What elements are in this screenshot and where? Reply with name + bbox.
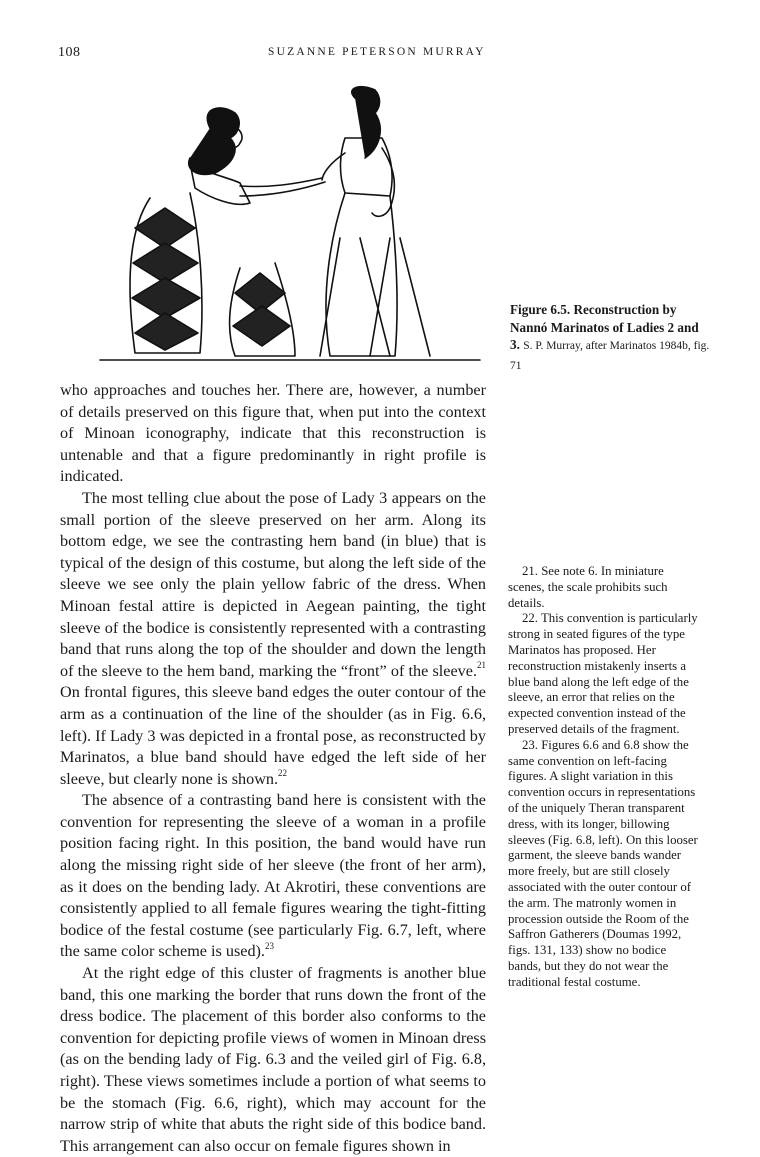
footnote: 22. This convention is particularly strong in seated figures of the type Marinatos has proposed. Her reconstruction mistakenly inserts a blue band along the left edge of the sleeve, an error that relies on the expected convention instead of the preserved details of the fragment. [508,611,698,736]
body-text [60,380,486,1157]
body-paragraph [60,790,486,963]
footnote-ref[interactable]: 21 [477,660,486,671]
body-paragraph [60,380,486,488]
footnote-ref[interactable]: 23 [264,941,274,952]
running-head: SUZANNE PETERSON MURRAY [268,46,486,58]
paragraph-text: who approaches and touches her. There are, however, a number of details preserved on this figure that, when put into the context of Minoan iconography, indicate that this reconstruction is untenable and that a figure predominantly in right profile is indicated. [60,381,486,486]
seated-figure-skirt [230,263,295,356]
body-paragraph [60,488,486,790]
figure-illustration [90,78,490,370]
caption-title: Figure 6.5. Reconstruction by Nannó Marinatos of Ladies 2 and 3. [510,302,699,352]
footnote-ref[interactable]: 22 [278,768,288,779]
footnotes [508,564,700,991]
page-number: 108 [58,45,81,60]
footnote: 21. See note 6. In miniature scenes, the scale prohibits such details. [508,564,668,610]
body-paragraph [60,963,486,1157]
bending-lady-figure [130,108,325,353]
standing-lady-figure [320,87,430,356]
paragraph-text: The absence of a contrasting band here is consistent with the convention for representing the sleeve of a woman in a profile position facing right. In this position, the band would have run along the missing right side of her sleeve (the front of her arm), as it does on the bending lady. At Akrotiri, these conventions are consistently applied to all female figures wearing the tight-fitting bodice of the festal costume (see particularly Fig. 6.7, left, where the same color scheme is used). [60,791,486,961]
figure-caption [510,301,710,375]
paragraph-text: The most telling clue about the pose of Lady 3 appears on the small portion of the sleeve preserved on her arm. Along its bottom edge, we see the contrasting hem band (in blue) that is typical of the design of this costume, but along the left side of the sleeve we see only the plain yellow fabric of the dress. When Minoan festal attire is depicted in Aegean painting, the tight sleeve of the bodice is consistently represented with a contrasting band that runs along the top of the shoulder and down the length of the sleeve to the hem band, marking the “front” of the sleeve. [60,488,486,680]
paragraph-text: At the right edge of this cluster of fragments is another blue band, this one marking the border that runs down the front of the dress bodice. The placement of this border also conforms to the convention for depicting profile views of women in Minoan dress (as on the bending lady of Fig. 6.3 and the veiled girl of Fig. 6.8, right). These views sometimes include a portion of what seems to be the stomach (Fig. 6.6, right), which may account for the narrow strip of white that abuts the right side of this bodice band. This arrangement can also occur on female figures shown in [60,964,486,1155]
footnote: 23. Figures 6.6 and 6.8 show the same convention on left-facing figures. A slight variation in this convention occurs in representations of the uniquely Theran transparent dress, with its longer, billowing sleeves (Fig. 6.8, left). On this looser garment, the sleeve bands wander more freely, but are still closely associated with the outer contour of the arm. The matronly women in procession outside the Room of the Saffron Gatherers (Doumas 1992, figs. 131, 133) show no bodice bands, but they do not wear the traditional festal costume. [508,737,698,989]
caption-credit: S. P. Murray, after Marinatos 1984b, fig. 71 [510,340,710,372]
paragraph-text: On frontal figures, this sleeve band edges the outer contour of the arm as a continuation of the line of the shoulder (as in Fig. 6.6, left). If Lady 3 was depicted in a frontal pose, as reconstructed by Marinatos, a blue band should have edged the left side of her sleeve, but clearly none is shown. [60,683,486,788]
